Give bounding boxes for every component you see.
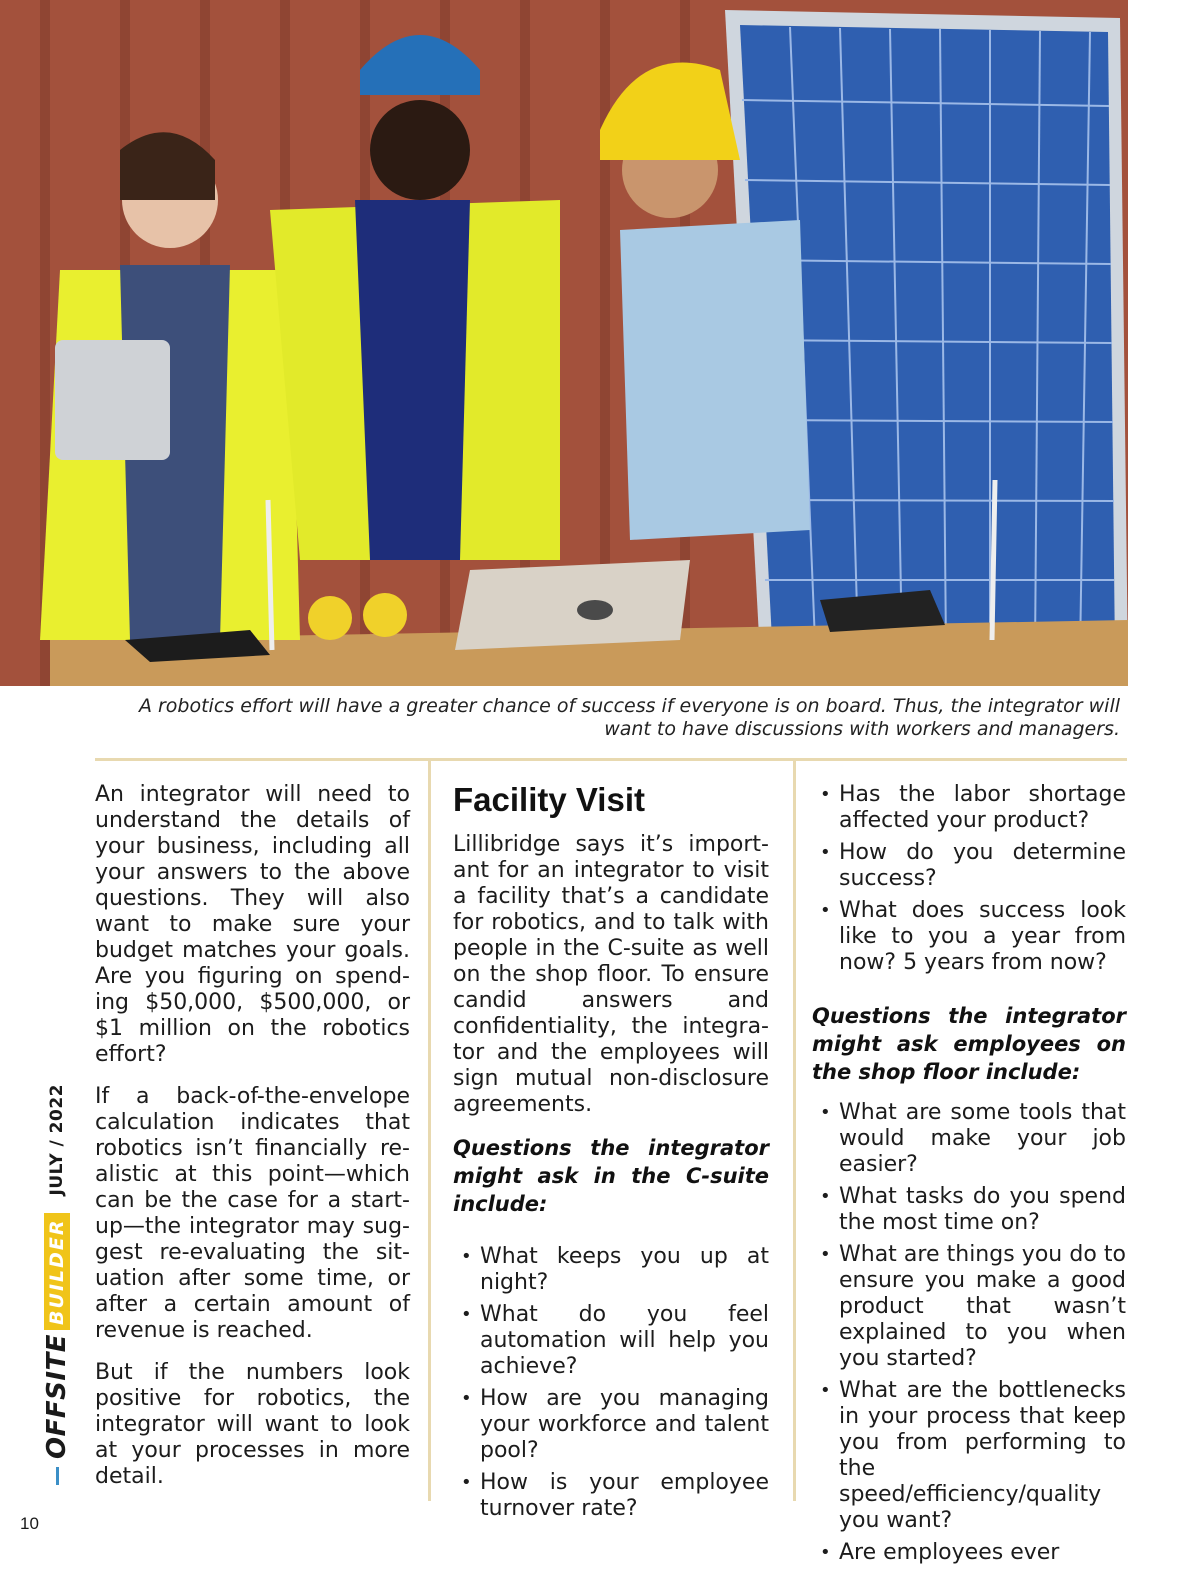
hero-photo-illustration <box>0 0 1128 686</box>
question-list <box>453 1244 769 1522</box>
body-paragraph: Lillibridge says it’s import-ant for an integrator to visit a facility that’s a candidate for robotics, and to talk with people in the C-suite as well on the shop floor. To ensure candid answers and confidentiality, the integra-tor and the employees will sign mutual non-disclosure agreements. <box>453 832 769 1117</box>
list-item: • Has the labor shortage affected your product? <box>812 782 1126 834</box>
questions-subhead: Questions the integrator might ask employees on the shop floor include: <box>812 1004 1126 1084</box>
list-item: • What are the bottlenecks in your process that keep you from performing to the speed/efficiency/quality you want? <box>812 1378 1126 1534</box>
list-item: • What are some tools that would make your job easier? <box>812 1100 1126 1178</box>
list-item: • What does success look like to you a year from now? 5 years from now? <box>812 898 1126 976</box>
caption-line-2: want to have discussions with workers and managers. <box>604 718 1120 740</box>
masthead-accent-bar <box>56 1467 59 1485</box>
column-1 <box>95 782 410 1506</box>
body-paragraph: But if the numbers look positive for robotics, the integrator will want to look at your processes in more detail. <box>95 1360 410 1489</box>
question-list <box>812 1100 1126 1566</box>
body-paragraph: If a back-of-the-envelope calculation indicates that robotics isn’t financially re-alistic at this point—which can be the case for a start-up—the integrator may sug-gest re-evaluating the sit-uation after some time, or after a certain amount of revenue is reached. <box>95 1084 410 1343</box>
hero-photo <box>0 0 1128 686</box>
list-item: • What are things you do to ensure you make a good product that wasn’t explained to you when you started? <box>812 1242 1126 1372</box>
column-3 <box>812 782 1126 1584</box>
questions-subhead: Questions the integrator might ask in the C-suite include: <box>453 1136 769 1216</box>
column-2 <box>453 782 769 1540</box>
caption-line-1: A robotics effort will have a greater chance of success if everyone is on board. Thus, the integrator will <box>138 695 1120 717</box>
brand-sub: BUILDER <box>44 1214 70 1330</box>
top-divider <box>95 758 1127 761</box>
section-heading: Facility Visit <box>453 781 645 818</box>
column-divider-1 <box>428 761 431 1501</box>
photo-caption <box>95 695 1120 741</box>
list-item: • How do you determine success? <box>812 840 1126 892</box>
list-item: • Are employees ever <box>812 1540 1126 1566</box>
list-item: • What do you feel automation will help you achieve? <box>453 1302 769 1380</box>
list-item: • What keeps you up at night? <box>453 1244 769 1296</box>
masthead <box>42 1084 72 1485</box>
question-list <box>812 782 1126 976</box>
brand-main: OFFSITE <box>42 1333 72 1459</box>
issue-date: JULY / 2022 <box>47 1084 67 1196</box>
column-divider-2 <box>793 761 796 1501</box>
list-item: • How are you managing your workforce and talent pool? <box>453 1386 769 1464</box>
page-number: 10 <box>20 1514 39 1533</box>
list-item: • How is your employee turnover rate? <box>453 1470 769 1522</box>
list-item: • What tasks do you spend the most time on? <box>812 1184 1126 1236</box>
body-paragraph: An integrator will need to understand the details of your business, including all your answers to the above questions. They will also want to make sure your budget matches your goals. Are you figuring on spend-ing $50,000, $500,000, or $1 million on the robotics effort? <box>95 782 410 1067</box>
